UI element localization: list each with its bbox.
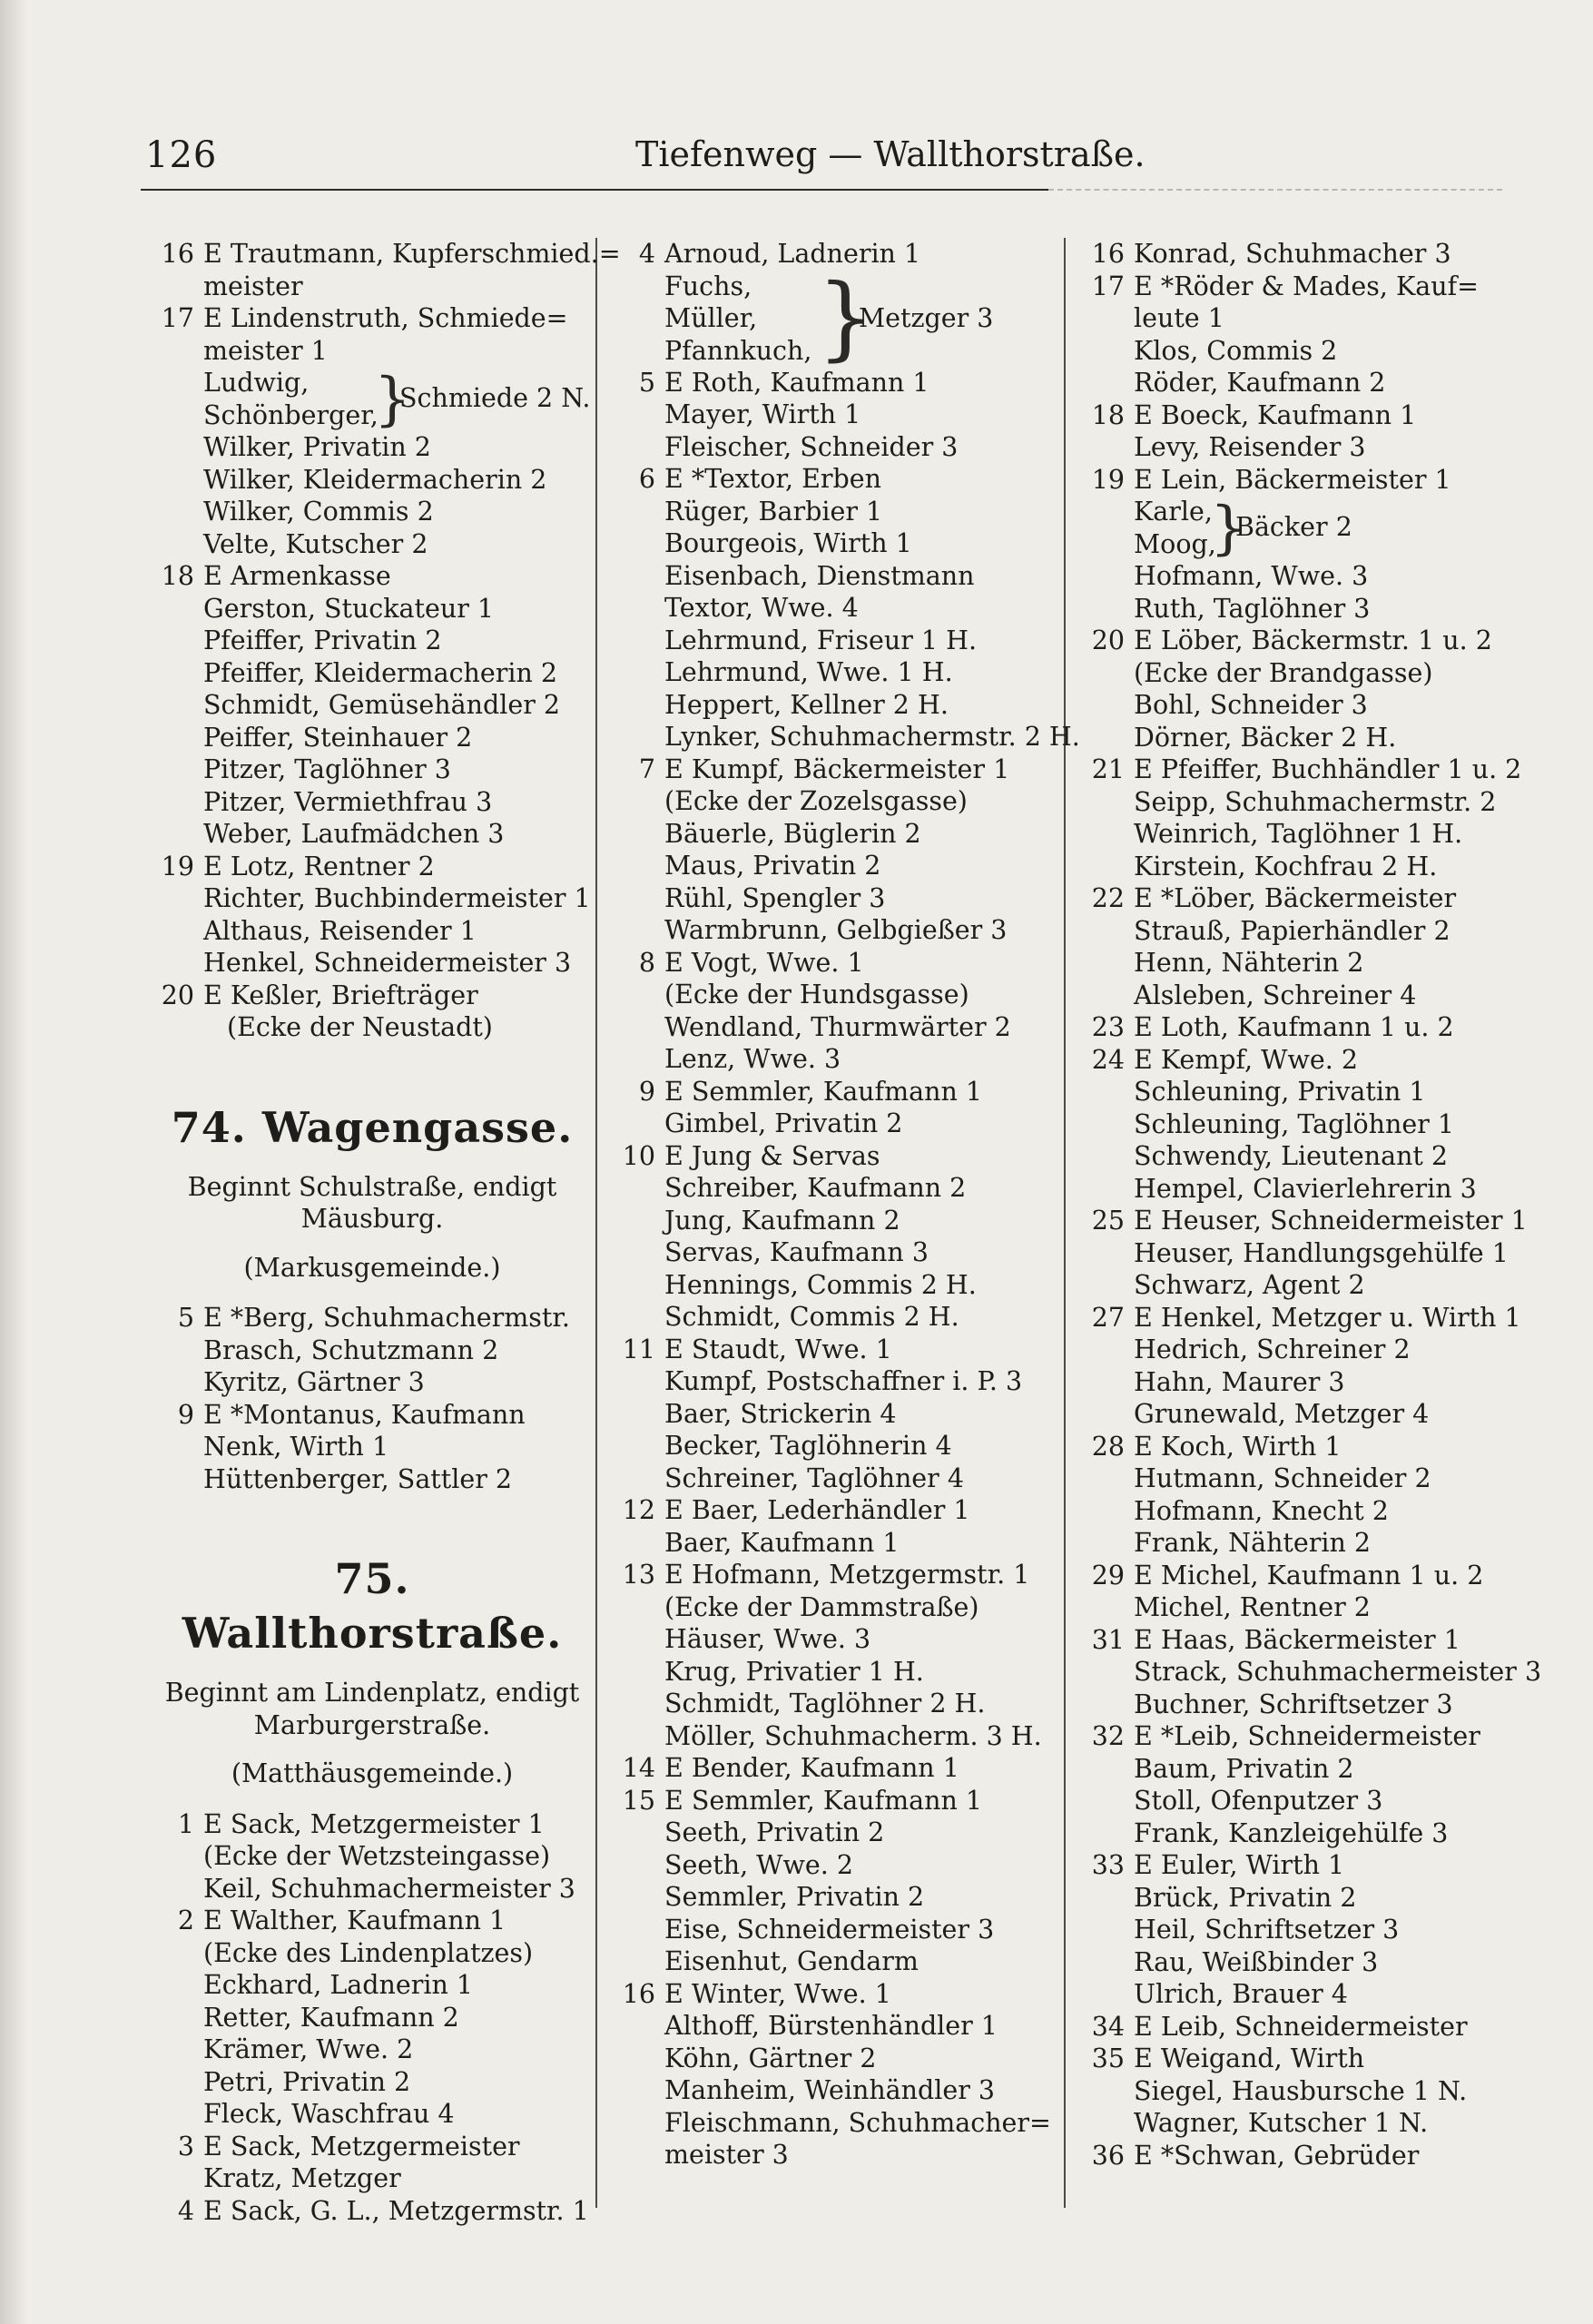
entry-line: Häuser, Wwe. 3 [664, 1624, 871, 1654]
entry-line: Ruth, Taglöhner 3 [1134, 593, 1371, 624]
page-number: 126 [145, 134, 218, 176]
entry-line: Velte, Kutscher 2 [203, 528, 428, 559]
brace-label: Schmiede 2 N. [399, 383, 591, 413]
entry-line: (Ecke der Wetzsteingasse) [203, 1841, 551, 1871]
entry-line: meister [203, 271, 303, 301]
entry-line: 18 E Boeck, Kaufmann 1 [1091, 399, 1417, 430]
entry-line: Bohl, Schneider 3 [1134, 690, 1368, 720]
entry-name: Fuchs, [664, 271, 752, 301]
entry-line: Schmidt, Gemüsehändler 2 [203, 690, 561, 720]
entry-line: Wilker, Commis 2 [203, 497, 434, 527]
brace-group [1076, 496, 1520, 560]
entry-line: 16 Konrad, Schuhmacher 3 [1091, 239, 1451, 269]
entry-line: 6 E *Textor, Erben [638, 464, 881, 494]
entry-line: Frank, Kanzleigehülfe 3 [1134, 1817, 1449, 1848]
entry-line: 22 E *Löber, Bäckermeister [1091, 883, 1457, 913]
brace-icon: } [374, 366, 411, 433]
section-description: Mäusburg. [300, 1204, 444, 1234]
entry-line: Becker, Taglöhnerin 4 [664, 1431, 952, 1461]
brace-icon: } [1210, 495, 1247, 562]
entry-line: Baer, Kaufmann 1 [664, 1527, 900, 1558]
entry-line: Alsleben, Schreiner 4 [1134, 980, 1417, 1010]
entry-line: 13 E Hofmann, Metzgermstr. 1 [622, 1560, 1030, 1590]
entry-line: Pitzer, Vermiethfrau 3 [203, 786, 493, 817]
parish-note: (Markusgemeinde.) [243, 1252, 501, 1283]
section-description: Marburgerstraße. [253, 1709, 491, 1740]
entry-line: 8 E Vogt, Wwe. 1 [638, 947, 864, 978]
entry-line: 4 E Sack, G. L., Metzgermstr. 1 [177, 2195, 589, 2226]
entry-line: 15 E Semmler, Kaufmann 1 [622, 1785, 983, 1816]
entry-line: 18 E Armenkasse [161, 561, 391, 591]
entry-line: 25 E Heuser, Schneidermeister 1 [1091, 1206, 1528, 1236]
entry-line: 20 E Keßler, Briefträger [161, 980, 478, 1010]
entry-line: Schwendy, Lieutenant 2 [1134, 1141, 1449, 1171]
entry-line: Baer, Strickerin 4 [664, 1398, 897, 1429]
entry-line: 14 E Bender, Kaufmann 1 [622, 1753, 959, 1783]
entry-line: Gerston, Stuckateur 1 [203, 593, 495, 624]
entry-line: Möller, Schuhmacherm. 3 H. [664, 1720, 1042, 1751]
entry-line: Bäuerle, Büglerin 2 [664, 818, 921, 849]
entry-line: 29 E Michel, Kaufmann 1 u. 2 [1091, 1560, 1484, 1590]
entry-line: 16 E Trautmann, Kupferschmied.= [161, 239, 621, 269]
entry-line: Klos, Commis 2 [1134, 335, 1338, 366]
entry-line: Nenk, Wirth 1 [203, 1432, 389, 1462]
entry-line: 9 E Semmler, Kaufmann 1 [638, 1076, 983, 1107]
entry-line: 33 E Euler, Wirth 1 [1091, 1850, 1345, 1880]
entry-line: Eckhard, Ladnerin 1 [203, 1970, 474, 2000]
entry-line: Althoff, Bürstenhändler 1 [664, 2011, 998, 2041]
entry-line: Richter, Buchbindermeister 1 [203, 883, 591, 913]
entry-line: Fleck, Waschfrau 4 [203, 2099, 455, 2129]
entry-line: 21 E Pfeiffer, Buchhändler 1 u. 2 [1091, 754, 1522, 784]
entry-line: Michel, Rentner 2 [1134, 1592, 1371, 1622]
entry-line: Wilker, Privatin 2 [203, 432, 431, 462]
section-description: Beginnt am Lindenplatz, endigt [164, 1678, 580, 1708]
entry-line: Strauß, Papierhändler 2 [1134, 915, 1450, 946]
entry-line: 28 E Koch, Wirth 1 [1091, 1431, 1342, 1462]
column-middle [606, 238, 1080, 2217]
entry-line: Brasch, Schutzmann 2 [203, 1334, 499, 1365]
entry-line: Hofmann, Wwe. 3 [1134, 561, 1369, 591]
entry-line: Jung, Kaufmann 2 [664, 1205, 900, 1236]
brace-group [606, 263, 1064, 370]
entry-line: (Ecke des Lindenplatzes) [203, 1937, 534, 1968]
entry-line: Schleuning, Privatin 1 [1134, 1077, 1426, 1107]
entry-line: Hutmann, Schneider 2 [1134, 1463, 1431, 1493]
entry-line: Henn, Nähterin 2 [1134, 948, 1364, 978]
entry-line: 10 E Jung & Servas [622, 1140, 880, 1171]
entry-line: Warmbrunn, Gelbgießer 3 [664, 915, 1008, 945]
entry-line: (Ecke der Hundsgasse) [664, 980, 969, 1009]
entry-line: Hedrich, Schreiner 2 [1134, 1334, 1411, 1364]
entry-line: 7 E Kumpf, Bäckermeister 1 [638, 753, 1010, 784]
entry-name: Ludwig, [203, 368, 310, 398]
entry-line: 5 E *Berg, Schuhmachermstr. [177, 1303, 570, 1333]
entry-line: Schleuning, Taglöhner 1 [1134, 1108, 1455, 1139]
entry-line: Dörner, Bäcker 2 H. [1134, 722, 1397, 753]
entry-line: 24 E Kempf, Wwe. 2 [1091, 1044, 1358, 1075]
section-heading-75: 75. Wallthorstraße. [182, 1554, 563, 1658]
entry-line: Wendland, Thurmwärter 2 [664, 1011, 1011, 1042]
entry-line: Baum, Privatin 2 [1134, 1753, 1354, 1784]
entry-line: 17 E *Röder & Mades, Kauf= [1091, 271, 1480, 301]
entry-line: 32 E *Leib, Schneidermeister [1091, 1721, 1480, 1751]
entry-line: (Ecke der Neustadt) [227, 1012, 493, 1042]
page-title: Tiefenweg — Wallthorstraße. [635, 134, 1146, 174]
section-description: Beginnt Schulstraße, endigt [187, 1171, 557, 1202]
column-right [1076, 238, 1542, 2217]
entry-line: Eise, Schneidermeister 3 [664, 1914, 995, 1945]
entry-line: Röder, Kaufmann 2 [1134, 368, 1386, 398]
entry-line: Weber, Laufmädchen 3 [203, 819, 505, 849]
entry-line: 12 E Baer, Lederhändler 1 [622, 1495, 970, 1525]
entry-name: Moog, [1134, 528, 1216, 559]
entry-line: 11 E Staudt, Wwe. 1 [622, 1334, 892, 1364]
entry-name: Pfannkuch, [664, 335, 812, 366]
entry-line: 1 E Sack, Metzgermeister 1 [177, 1808, 545, 1839]
entry-line: 19 E Lein, Bäckermeister 1 [1091, 464, 1451, 495]
entry-line: 5 E Roth, Kaufmann 1 [638, 367, 929, 398]
entry-line: Seipp, Schuhmachermstr. 2 [1134, 786, 1497, 817]
entry-line: Lynker, Schuhmachermstr. 2 H. [664, 722, 1080, 752]
entry-line: Levy, Reisender 3 [1134, 432, 1366, 462]
entry-line: Retter, Kaufmann 2 [203, 2002, 459, 2033]
entry-line: Pitzer, Taglöhner 3 [203, 754, 451, 784]
entry-line: Henkel, Schneidermeister 3 [203, 948, 572, 978]
entry-line: Pfeiffer, Privatin 2 [203, 625, 442, 655]
entry-line: Ulrich, Brauer 4 [1134, 1979, 1348, 2009]
entry-line: Stoll, Ofenputzer 3 [1134, 1786, 1383, 1816]
entry-line: 9 E *Montanus, Kaufmann [177, 1399, 526, 1430]
entry-line: Krämer, Wwe. 2 [203, 2034, 414, 2064]
entry-line: Manheim, Weinhändler 3 [664, 2075, 996, 2105]
entry-line: Grunewald, Metzger 4 [1134, 1399, 1430, 1429]
entry-line: Keil, Schuhmachermeister 3 [203, 1873, 575, 1904]
entry-line: Köhn, Gärtner 2 [664, 2043, 877, 2073]
entry-line: Buchner, Schriftsetzer 3 [1134, 1689, 1453, 1719]
entry-line: Peiffer, Steinhauer 2 [203, 722, 473, 753]
running-head [145, 134, 1146, 185]
brace-label: Metzger 3 [859, 302, 994, 333]
entry-line: Pfeiffer, Kleidermacherin 2 [203, 657, 558, 688]
entry-line: Hennings, Commis 2 H. [664, 1269, 977, 1300]
entry-line: Weinrich, Taglöhner 1 H. [1134, 819, 1463, 849]
entry-line: 19 E Lotz, Rentner 2 [161, 851, 435, 881]
entry-line: meister 1 [203, 335, 328, 366]
entry-line: Fleischer, Schneider 3 [664, 431, 959, 462]
entry-line: Hempel, Clavierlehrerin 3 [1134, 1173, 1477, 1204]
entry-line: Kumpf, Postschaffner i. P. 3 [664, 1366, 1023, 1396]
entry-name: Müller, [664, 303, 758, 333]
entry-line: Hahn, Maurer 3 [1134, 1366, 1345, 1397]
entry-line: leute 1 [1134, 303, 1224, 333]
entry-line: Petri, Privatin 2 [203, 2066, 411, 2097]
entry-line: Seeth, Wwe. 2 [664, 1849, 853, 1880]
column-left [145, 238, 621, 2226]
entry-line: Rühl, Spengler 3 [664, 882, 886, 913]
entry-line: meister 3 [664, 2140, 789, 2170]
entry-line: Schwarz, Agent 2 [1134, 1270, 1365, 1300]
entry-line: 4 Arnoud, Ladnerin 1 [638, 239, 921, 269]
entry-line: Heppert, Kellner 2 H. [664, 689, 949, 720]
entry-line: Kyritz, Gärtner 3 [203, 1367, 425, 1397]
entry-line: (Ecke der Brandgasse) [1134, 657, 1433, 688]
entry-line: Textor, Wwe. 4 [664, 593, 859, 623]
entry-line: Mayer, Wirth 1 [664, 399, 861, 429]
entry-line: Siegel, Hausbursche 1 N. [1134, 2075, 1468, 2106]
entry-line: Strack, Schuhmachermeister 3 [1134, 1657, 1542, 1687]
entry-line: Semmler, Privatin 2 [664, 1882, 925, 1912]
entry-line: Wagner, Kutscher 1 N. [1134, 2108, 1429, 2138]
entry-line: Eisenbach, Dienstmann [664, 560, 975, 591]
entry-line: (Ecke der Dammstraße) [664, 1591, 979, 1622]
header-rule [141, 189, 1048, 191]
entry-line: Schreiner, Taglöhner 4 [664, 1462, 964, 1493]
entry-line: Schmidt, Taglöhner 2 H. [664, 1689, 986, 1718]
entry-line: Hüttenberger, Sattler 2 [203, 1463, 513, 1494]
entry-line: 2 E Walther, Kaufmann 1 [177, 1905, 506, 1935]
entry-line: Heil, Schriftsetzer 3 [1134, 1915, 1400, 1945]
entry-line: Frank, Nähterin 2 [1134, 1528, 1372, 1558]
entry-line: Gimbel, Privatin 2 [664, 1108, 903, 1138]
entry-line: Fleischmann, Schuhmacher= [664, 2107, 1051, 2138]
entry-line: 36 E *Schwan, Gebrüder [1091, 2140, 1420, 2171]
entry-name: Schönberger, [203, 399, 379, 430]
entry-line: Servas, Kaufmann 3 [664, 1237, 929, 1267]
entry-line: Kirstein, Kochfrau 2 H. [1134, 851, 1438, 881]
entry-line: 16 E Winter, Wwe. 1 [622, 1978, 891, 2009]
entry-line: Krug, Privatier 1 H. [664, 1656, 924, 1687]
entry-line: 17 E Lindenstruth, Schmiede= [161, 303, 568, 333]
entry-line: Lehrmund, Friseur 1 H. [664, 625, 978, 655]
entry-line: 34 E Leib, Schneidermeister [1091, 2011, 1468, 2042]
entry-line: Hofmann, Knecht 2 [1134, 1495, 1389, 1526]
brace-icon: } [817, 263, 875, 370]
entry-line: Heuser, Handlungsgehülfe 1 [1134, 1237, 1509, 1268]
entry-line: Lenz, Wwe. 3 [664, 1044, 841, 1074]
entry-line: Schmidt, Commis 2 H. [664, 1302, 959, 1332]
entry-line: Kratz, Metzger [203, 2163, 401, 2193]
entry-line: Lehrmund, Wwe. 1 H. [664, 657, 953, 687]
parish-note: (Matthäusgemeinde.) [231, 1758, 514, 1788]
entry-name: Karle, [1134, 497, 1213, 527]
entry-line: Althaus, Reisender 1 [203, 915, 477, 946]
brace-group [145, 367, 599, 431]
entry-line: Brück, Privatin 2 [1134, 1882, 1357, 1913]
section-heading-74: 74. Wagengasse. [171, 1102, 574, 1152]
entry-line: Eisenhut, Gendarm [664, 1946, 919, 1976]
column-divider [1064, 238, 1066, 2208]
entry-line: 27 E Henkel, Metzger u. Wirth 1 [1091, 1302, 1521, 1333]
entry-line: 20 E Löber, Bäckermstr. 1 u. 2 [1091, 625, 1492, 655]
entry-line: Maus, Privatin 2 [664, 851, 881, 881]
entry-line: 23 E Loth, Kaufmann 1 u. 2 [1091, 1012, 1454, 1042]
entry-line: Schreiber, Kaufmann 2 [664, 1173, 967, 1203]
entry-line: Seeth, Privatin 2 [664, 1817, 885, 1847]
entry-line: 31 E Haas, Bäckermeister 1 [1091, 1624, 1460, 1655]
entry-line: (Ecke der Zozelsgasse) [664, 786, 968, 816]
entry-line: Bourgeois, Wirth 1 [664, 528, 912, 558]
entry-line: 35 E Weigand, Wirth [1091, 2043, 1365, 2073]
brace-label: Bäcker 2 [1235, 512, 1352, 542]
header-rule-faint [1048, 189, 1502, 191]
entry-line: Rüger, Barbier 1 [664, 496, 883, 527]
entry-line: 3 E Sack, Metzgermeister [177, 2131, 520, 2162]
entry-line: Rau, Weißbinder 3 [1134, 1946, 1379, 1977]
entry-line: Wilker, Kleidermacherin 2 [203, 464, 547, 495]
